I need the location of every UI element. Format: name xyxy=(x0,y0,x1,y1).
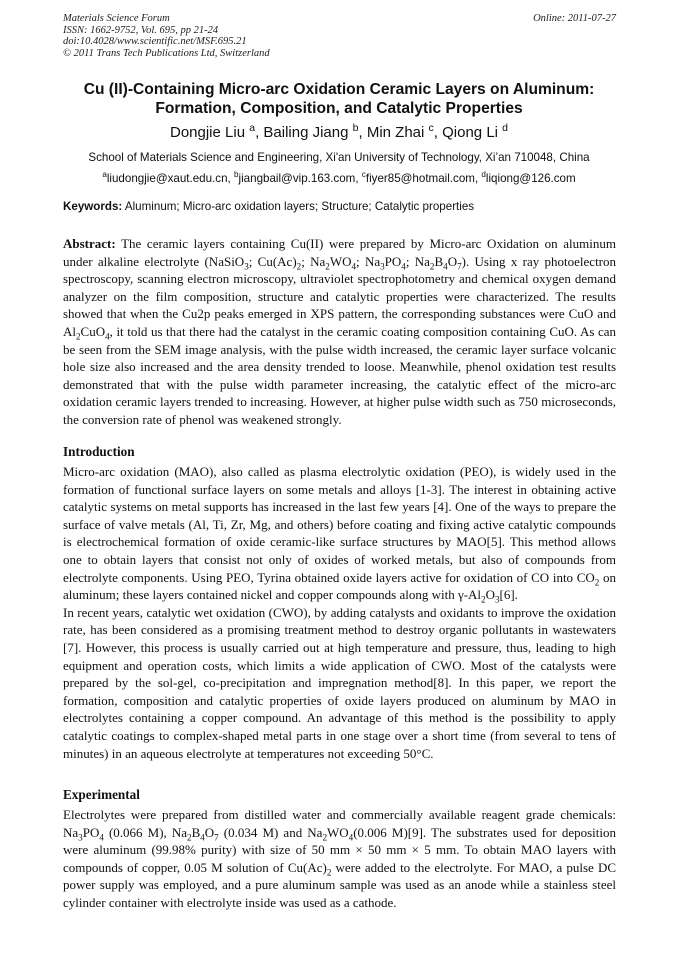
abstract-text: ; Na xyxy=(405,253,430,269)
subscript: 3 xyxy=(380,261,385,272)
journal-name: Materials Science Forum xyxy=(63,13,170,24)
abstract-text: WO xyxy=(329,253,352,269)
subscript: 2 xyxy=(296,261,302,272)
author-mark: b xyxy=(352,122,359,134)
paper-title-line-1: Cu (II)-Containing Micro-arc Oxidation Ceramic Layers on Aluminum: xyxy=(83,81,595,98)
email-mark: b xyxy=(234,170,239,180)
abstract xyxy=(63,235,616,429)
abstract-text: ; Na xyxy=(301,253,326,269)
paragraph: In recent years, catalytic wet oxidation (CWO), by adding catalysts and oxidants to improve the oxidation rate, has been considered as a promising treatment method to destroy organic pollutants in wastewaters [7]. However, this process is usually carried out at high temperature and pressure, thus, leading to high equipment and operation costs, which limits a wide application of CWO. Most of the catalysts were prepared by the sol-gel, co-precipitation and impregnation method[8]. In this paper, we report the formation, composition and catalytic properties of oxide layers produced on aluminum by MAO in electrolytes containing a copper compound. An advantage of this method is the possibility to apply catalytic coatings to complex-shaped metal parts in one stage over a short time (from several to tens of minutes) in an aqueous electrolyte at temperatures not exceeding 50°C. xyxy=(63,604,616,761)
paragraph-text: (0.006 M)[9]. The substrates used for deposition were aluminum (99.98% purity) with size of 50 mm × 50 mm × 5 mm. To obtain MAO layers with compounds of copper, 0.05 M solution of Cu(Ac) xyxy=(63,824,616,875)
author-mark: a xyxy=(249,122,256,134)
section-heading-experimental: Experimental xyxy=(63,787,140,802)
experimental-body xyxy=(63,806,616,912)
abstract-text: ; Na xyxy=(356,253,381,269)
paragraph-text: B xyxy=(191,824,201,840)
paragraph-text: [6]. xyxy=(499,587,518,603)
keywords-text: Aluminum; Micro-arc oxidation layers; Structure; Catalytic properties xyxy=(124,200,475,213)
subscript: 2 xyxy=(326,867,332,878)
author-mark: c xyxy=(428,122,434,134)
subscript: 4 xyxy=(105,331,110,342)
abstract-text: ). Using x ray photoelectron spectroscopy, scanning electron microscopy, ultraviolet spectrophotometry and chemical oxygen demand analyzer on the film composition, structure and catalytic properties were characterized. The results showed that when the Cu2p peaks emerged in XPS pattern, the corresponding substances were CuO and Al xyxy=(63,253,617,339)
abstract-text: ; Cu(Ac) xyxy=(248,253,297,269)
email-list: $^a$liudongjie@xaut.edu.cn, $^b$jiangbail@vip.163.com, $^c$fiyer85@hotmail.com, $^d$liqiong@126.com xyxy=(102,170,576,185)
abstract-text: The ceramic layers containing Cu(II) were prepared by Micro-arc Oxidation on aluminum under alkaline electrolyte (NaSiO xyxy=(63,236,616,269)
email-mark: a xyxy=(102,170,107,180)
abstract-text: B xyxy=(434,253,444,269)
paragraph-text: O xyxy=(204,824,215,840)
section-heading-introduction: Introduction xyxy=(63,444,135,459)
author-name: Dongjie Liu xyxy=(169,124,246,141)
paragraph-text: Electrolytes were prepared from distilled water and commercially available reagent grade chemicals: Na xyxy=(63,807,616,840)
paper-title-line-2: Formation, Composition, and Catalytic Properties xyxy=(155,100,523,117)
paper-title xyxy=(40,80,638,118)
paragraph-text: were added to the electrolyte. For MAO, a pulse DC power supply was employed, and a pure aluminum sample was used as an anode while a stainless steel cylinder container with electrolyte inside was used as a cathode. xyxy=(63,859,617,910)
paragraph-text: (0.034 M) and Na xyxy=(218,824,323,840)
paragraph-text: WO xyxy=(327,824,349,840)
email-mark: d xyxy=(481,170,486,180)
subscript: 4 xyxy=(351,261,357,272)
subscript: 3 xyxy=(494,594,500,605)
abstract-text: O xyxy=(447,253,458,269)
paragraph xyxy=(63,463,616,604)
paragraph-text: PO xyxy=(82,824,100,840)
email-address[interactable]: jiangbail@vip.163.com xyxy=(238,172,356,185)
abstract-text: PO xyxy=(384,253,402,269)
paragraph xyxy=(63,806,616,912)
subscript: 4 xyxy=(200,832,205,843)
subscript: 7 xyxy=(214,832,219,843)
paragraph-text: (0.066 M), Na xyxy=(103,824,188,840)
keywords xyxy=(63,199,616,214)
subscript: 4 xyxy=(348,832,354,843)
introduction-body xyxy=(63,463,616,762)
keywords-label: Keywords: xyxy=(63,200,123,213)
author-list: Dongjie Liu $^a$, Bailing Jiang $^b$, Min Zhai $^c$, Qiong Li $^d$ xyxy=(169,122,509,141)
author-name: Qiong Li xyxy=(442,124,498,141)
journal-copyright: © 2011 Trans Tech Publications Ltd, Switzerland xyxy=(63,47,270,59)
journal-doi: doi:10.4028/www.scientific.net/MSF.695.21 xyxy=(63,36,247,47)
email-mark: c xyxy=(361,170,366,180)
subscript: 2 xyxy=(325,261,330,272)
paragraph-text: Micro-arc oxidation (MAO), also called as plasma electrolytic oxidation (PEO), is widely used in the formation of functional surface layers on some metals and alloys [1-3]. The interest in obtaining active catalytic systems on metal supports has increased in the last few years [4]. One of the ways to prepare the surface of valve metals (Al, Ti, Zr, Mg, and others) before coating and fixing active catalytic compounds is electrochemical formation of oxide ceramic-like surface structures by MAO[5]. This method allows one to obtain layers that consist not only of oxides of worked metals, but also of compounds from electrolyte components. Using PEO, Tyrina obtained oxide layers active for oxidation of CO into CO xyxy=(63,464,616,585)
subscript: 2 xyxy=(76,331,81,342)
author-name: Bailing Jiang xyxy=(263,124,349,141)
journal-header xyxy=(63,13,270,59)
author-name: Min Zhai xyxy=(366,124,425,141)
paragraph-text: O xyxy=(485,587,495,603)
email-address[interactable]: fiyer85@hotmail.com xyxy=(365,172,475,185)
subscript: 2 xyxy=(187,832,192,843)
subscript: 4 xyxy=(99,832,104,843)
abstract-label: Abstract: xyxy=(63,236,116,251)
online-date: Online: 2011-07-27 xyxy=(533,13,616,24)
subscript: 4 xyxy=(443,261,448,272)
abstract-text: CuO xyxy=(80,323,106,339)
subscript: 3 xyxy=(244,261,249,272)
abstract-paragraph xyxy=(63,235,616,429)
author-mark: d xyxy=(502,122,509,134)
email-address[interactable]: liqiong@126.com xyxy=(485,172,576,185)
abstract-text: , it told us that there had the catalyst in the ceramic coating composition containing CuO. As can be seen from the SEM image analysis, with the pulse width increased, the ceramic layer surface volcanic hole size also increased and the area density trended to loose. Meanwhile, phenol oxidation test results demonstrated that with the pulse width parameter increasing, the catalytic effect of the micro-arc oxidation ceramic layers trended to increasing. However, at higher pulse width such as 750 microseconds, the conversion rate of phenol was weakened strongly. xyxy=(63,323,616,427)
subscript: 2 xyxy=(481,594,486,605)
subscript: 2 xyxy=(429,261,435,272)
paragraph-text: on aluminum; these layers contained nickel and copper compounds along with γ-Al xyxy=(63,569,616,603)
email-address[interactable]: liudongjie@xaut.edu.cn xyxy=(106,172,228,185)
subscript: 3 xyxy=(78,832,83,843)
subscript: 2 xyxy=(594,577,600,588)
subscript: 7 xyxy=(457,261,462,272)
subscript: 2 xyxy=(322,832,327,843)
subscript: 4 xyxy=(401,261,406,272)
affiliation: School of Materials Science and Engineering, Xi'an University of Technology, Xi’an 710048, China xyxy=(88,151,590,164)
journal-issn: ISSN: 1662-9752, Vol. 695, pp 21-24 xyxy=(63,24,219,36)
